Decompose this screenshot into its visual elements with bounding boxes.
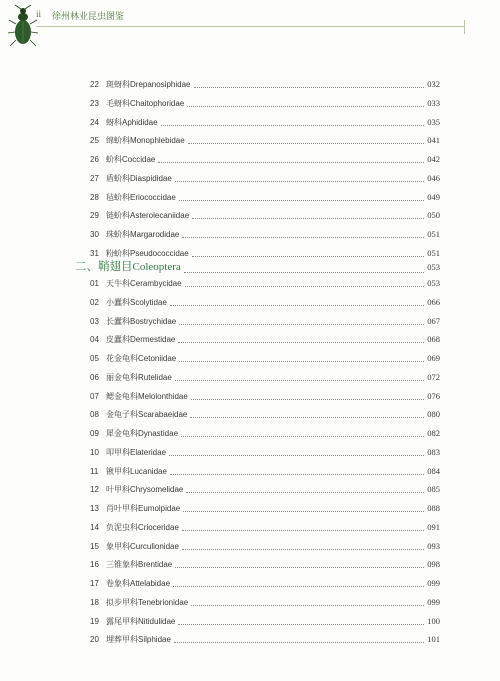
toc-entry: [90, 115, 440, 129]
entry-family-name: 拟步甲科Tenebrionidae: [106, 597, 189, 607]
entry-page-number: 041: [427, 135, 440, 146]
entry-number: 10: [90, 447, 99, 457]
entry-family-name: 埋葬甲科Silphidae: [106, 635, 171, 645]
dot-leader: [173, 586, 424, 587]
entry-page-number: 069: [427, 353, 440, 363]
entry-number: 11: [90, 466, 99, 476]
dot-leader: [188, 143, 425, 144]
toc-entry: [90, 407, 440, 421]
entry-page-number: 101: [427, 634, 440, 645]
toc-entry: [90, 445, 440, 459]
toc-entry: [90, 614, 440, 628]
entry-number: 25: [90, 136, 99, 146]
entry-number: 12: [90, 485, 99, 495]
toc-entry: [90, 557, 440, 571]
entry-number: 07: [90, 391, 99, 401]
entry-number: 27: [90, 173, 99, 183]
toc-entry: [90, 332, 440, 346]
entry-family-name: 肖叶甲科Eumolpidae: [106, 504, 181, 513]
dot-leader: [191, 605, 424, 606]
dot-leader: [192, 218, 424, 219]
entry-number: 06: [90, 372, 99, 382]
entry-family-name: 蚧科Coccidae: [106, 155, 156, 164]
entry-family-name: 露尾甲科Nitidulidae: [106, 616, 176, 626]
entry-page-number: 066: [427, 296, 440, 307]
dot-leader: [169, 455, 424, 456]
dot-leader: [182, 237, 424, 238]
entry-family-name: 卷象科Attelabidae: [106, 579, 171, 588]
entry-family-name: 花金龟科Cetoniidae: [106, 354, 177, 363]
entry-number: 09: [90, 429, 99, 438]
toc-entry: [90, 370, 440, 384]
entry-family-name: 丽金龟科Rutelidae: [106, 372, 172, 382]
entry-number: 18: [90, 597, 99, 607]
dot-leader: [174, 642, 424, 643]
entry-family-name: 象甲科Curculionidae: [106, 541, 179, 551]
dot-leader: [158, 162, 424, 163]
entry-family-name: 蚜科Aphididae: [106, 117, 158, 127]
dot-leader: [179, 361, 424, 362]
entry-number: 30: [90, 230, 99, 239]
dot-leader: [178, 624, 424, 625]
entry-family-name: 金龟子科Scarabaeidae: [106, 410, 188, 420]
toc-entry: [90, 501, 440, 515]
toc-entry: [90, 171, 440, 185]
header-rule: [36, 26, 464, 27]
dot-leader: [181, 436, 424, 437]
toc-entry: [90, 539, 440, 553]
entry-family-name: 斑蚜科Drepanosiphidae: [106, 80, 191, 89]
toc-entry: [90, 190, 440, 204]
entry-page-number: 082: [427, 428, 440, 438]
entry-number: 17: [90, 579, 99, 588]
entry-family-name: 叩甲科Elateridae: [106, 447, 167, 457]
toc-entry: [90, 208, 440, 222]
entry-page-number: 050: [427, 210, 440, 221]
entry-page-number: 083: [427, 446, 440, 457]
toc-entry: [90, 632, 440, 646]
dot-leader: [179, 200, 424, 201]
toc-entry: [90, 246, 440, 260]
entry-page-number: 032: [427, 79, 440, 89]
entry-page-number: 099: [427, 596, 440, 607]
entry-family-name: 盾蚧科Diaspididae: [106, 173, 172, 183]
toc-entry: [90, 152, 440, 166]
page-number: ii: [36, 9, 42, 19]
entry-number: 29: [90, 211, 99, 221]
entry-family-name: 鳃金龟科Melolonthidae: [106, 391, 188, 401]
header-rule-tick: [464, 20, 465, 34]
entry-number: 13: [90, 504, 99, 513]
entry-page-number: 042: [427, 154, 440, 164]
dot-leader: [183, 511, 424, 512]
entry-number: 23: [90, 98, 99, 108]
entry-page-number: 068: [427, 334, 440, 345]
entry-page-number: 099: [427, 578, 440, 588]
toc-entry: [90, 227, 440, 241]
entry-page-number: 046: [427, 172, 440, 183]
entry-number: 26: [90, 155, 99, 164]
entry-number: 03: [90, 316, 99, 326]
dot-leader: [178, 342, 424, 343]
toc-entry: [90, 520, 440, 534]
entry-page-number: 088: [427, 503, 440, 513]
entry-page-number: 091: [427, 521, 440, 532]
entry-number: 16: [90, 560, 99, 570]
dot-leader: [190, 417, 424, 418]
entry-page-number: 072: [427, 371, 440, 382]
dot-leader: [175, 181, 424, 182]
dot-leader: [192, 256, 425, 257]
section-page: 053: [427, 262, 440, 272]
toc-entry: [90, 276, 440, 290]
entry-number: 04: [90, 335, 99, 345]
dot-leader: [185, 286, 425, 287]
toc-entry: [90, 576, 440, 590]
entry-family-name: 链蚧科Asterolecaniidae: [106, 211, 190, 221]
entry-page-number: 049: [427, 191, 440, 202]
toc-entry: [90, 96, 440, 110]
toc-entry: [90, 482, 440, 496]
entry-number: 15: [90, 541, 99, 551]
entry-page-number: 080: [427, 409, 440, 420]
entry-page-number: 033: [427, 97, 440, 108]
entry-family-name: 皮蠹科Dermestidae: [106, 335, 176, 345]
entry-page-number: 085: [427, 484, 440, 495]
entry-number: 24: [90, 117, 99, 127]
entry-family-name: 毡蚧科Eriococcidae: [106, 192, 176, 202]
dot-leader: [170, 305, 424, 306]
toc-entry: [90, 426, 440, 440]
dot-leader: [194, 87, 425, 88]
entry-family-name: 绵蚧科Monophlebidae: [106, 136, 185, 146]
section-title: 二、鞘翅目: [75, 259, 133, 273]
dot-leader: [175, 567, 424, 568]
entry-family-name: 锹甲科Lucanidae: [106, 466, 167, 476]
entry-number: 28: [90, 192, 99, 202]
entry-family-name: 粉蚧科Pseudococcidae: [106, 248, 189, 258]
entry-family-name: 毛蚜科Chaitophoridae: [106, 98, 185, 108]
dot-leader: [187, 106, 424, 107]
entry-number: 31: [90, 248, 99, 258]
dot-leader: [161, 125, 425, 126]
entry-number: 22: [90, 80, 99, 89]
entry-number: 02: [90, 297, 99, 307]
entry-page-number: 076: [427, 390, 440, 401]
beetle-icon: [6, 4, 40, 48]
entry-family-name: 犀金龟科Dynastidae: [106, 429, 179, 438]
entry-page-number: 035: [427, 116, 440, 127]
toc-entry: [90, 77, 440, 91]
entry-family-name: 珠蚧科Margarodidae: [106, 230, 180, 239]
dot-leader: [186, 492, 424, 493]
dot-leader: [184, 272, 424, 273]
entry-page-number: 067: [427, 315, 440, 326]
entry-number: 01: [90, 279, 99, 288]
entry-page-number: 100: [427, 615, 440, 626]
entry-page-number: 051: [427, 229, 440, 239]
dot-leader: [191, 399, 424, 400]
entry-number: 05: [90, 354, 99, 363]
running-title: 徐州林业昆虫图鉴: [52, 12, 125, 22]
page-header: [0, 0, 500, 50]
entry-family-name: 三锥象科Brentidae: [106, 560, 173, 570]
entry-page-number: 051: [427, 247, 440, 258]
dot-leader: [182, 530, 424, 531]
entry-family-name: 小蠹科Scolytidae: [106, 297, 167, 307]
toc-entry: [90, 389, 440, 403]
toc-entry: [90, 351, 440, 365]
section-latin-name: Coleoptera: [132, 261, 181, 273]
entry-family-name: 叶甲科Chrysomelidae: [106, 485, 184, 495]
entry-family-name: 长蠹科Bostrychidae: [106, 316, 177, 326]
entry-family-name: 天牛科Cerambycidae: [106, 279, 182, 288]
entry-family-name: 负泥虫科Crioceridae: [106, 522, 179, 532]
entry-number: 14: [90, 522, 99, 532]
entry-page-number: 098: [427, 559, 440, 570]
toc-entry: [90, 295, 440, 309]
dot-leader: [175, 380, 424, 381]
toc-entry: [90, 133, 440, 147]
entry-number: 20: [90, 635, 99, 645]
entry-page-number: 053: [427, 278, 440, 288]
dot-leader: [170, 474, 424, 475]
dot-leader: [182, 549, 424, 550]
entry-number: 19: [90, 616, 99, 626]
dot-leader: [179, 324, 424, 325]
entry-page-number: 093: [427, 540, 440, 551]
toc-entry: [90, 314, 440, 328]
toc-entry: [90, 595, 440, 609]
entry-number: 08: [90, 410, 99, 420]
entry-page-number: 084: [427, 465, 440, 476]
toc-entry: [90, 464, 440, 478]
